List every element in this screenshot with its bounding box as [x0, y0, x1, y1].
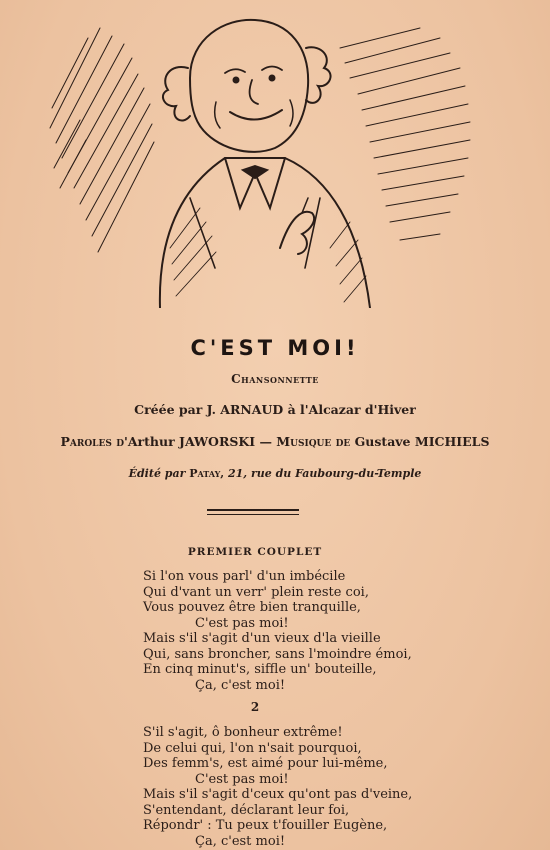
music-label: Musique de	[276, 434, 351, 449]
song-title: C'EST MOI!	[190, 336, 360, 360]
verse-line: Mais s'il s'agit d'ceux qu'ont pas d'veine,	[143, 787, 413, 802]
verse-line: Vous pouvez être bien tranquille,	[143, 600, 361, 615]
refrain-line: Ça, c'est moi!	[195, 833, 286, 849]
creation-credit: Créée par J. ARNAUD à l'Alcazar d'Hiver	[134, 402, 416, 417]
verse-line: De celui qui, l'on n'sait pourquoi,	[143, 740, 362, 756]
verse-line: S'il s'agit, ô bonheur extrême!	[143, 725, 343, 740]
song-genre: Chansonnette	[231, 372, 319, 386]
verse-line: Qui, sans broncher, sans l'moindre émoi,	[143, 646, 412, 662]
refrain-line: C'est pas moi!	[195, 615, 289, 631]
verse-heading: PREMIER COUPLET	[187, 546, 323, 558]
verse-line: S'entendant, déclarant leur foi,	[143, 802, 350, 818]
publisher-line	[0, 467, 550, 480]
refrain-line: C'est pas moi!	[195, 771, 289, 787]
verse-number: 2	[250, 700, 260, 714]
head-outline	[190, 20, 308, 152]
publisher-address: 21, rue du Faubourg-du-Temple	[227, 467, 422, 480]
authors-credit	[0, 434, 550, 449]
verse-line: Si l'on vous parl' d'un imbécile	[143, 569, 346, 584]
verse-1	[143, 569, 412, 693]
verse-line: Des femm's, est aimé pour lui-même,	[143, 756, 388, 771]
verse-2	[143, 725, 412, 849]
verse-line: Mais s'il s'agit d'un vieux d'la vieille	[143, 631, 381, 646]
hatching-left	[50, 28, 154, 252]
credit-separator: —	[259, 434, 272, 449]
hatching-right	[340, 28, 470, 240]
lyricist-name: Arthur JAWORSKI	[127, 434, 256, 449]
composer-name: Gustave MICHIELS	[354, 434, 490, 449]
refrain-line: Ça, c'est moi!	[195, 677, 286, 693]
edited-by-label: Édité par	[128, 467, 186, 480]
caricature-illustration	[40, 8, 480, 308]
verse-line: Répondr' : Tu peux t'fouiller Eugène,	[143, 818, 388, 833]
verse-line: En cinq minut's, siffle un' bouteille,	[143, 662, 377, 677]
section-divider	[207, 509, 299, 515]
lyrics-label: Paroles d'	[60, 434, 128, 449]
verse-line: Qui d'vant un verr' plein reste coi,	[143, 584, 369, 600]
publisher-name: Patay,	[189, 467, 225, 480]
